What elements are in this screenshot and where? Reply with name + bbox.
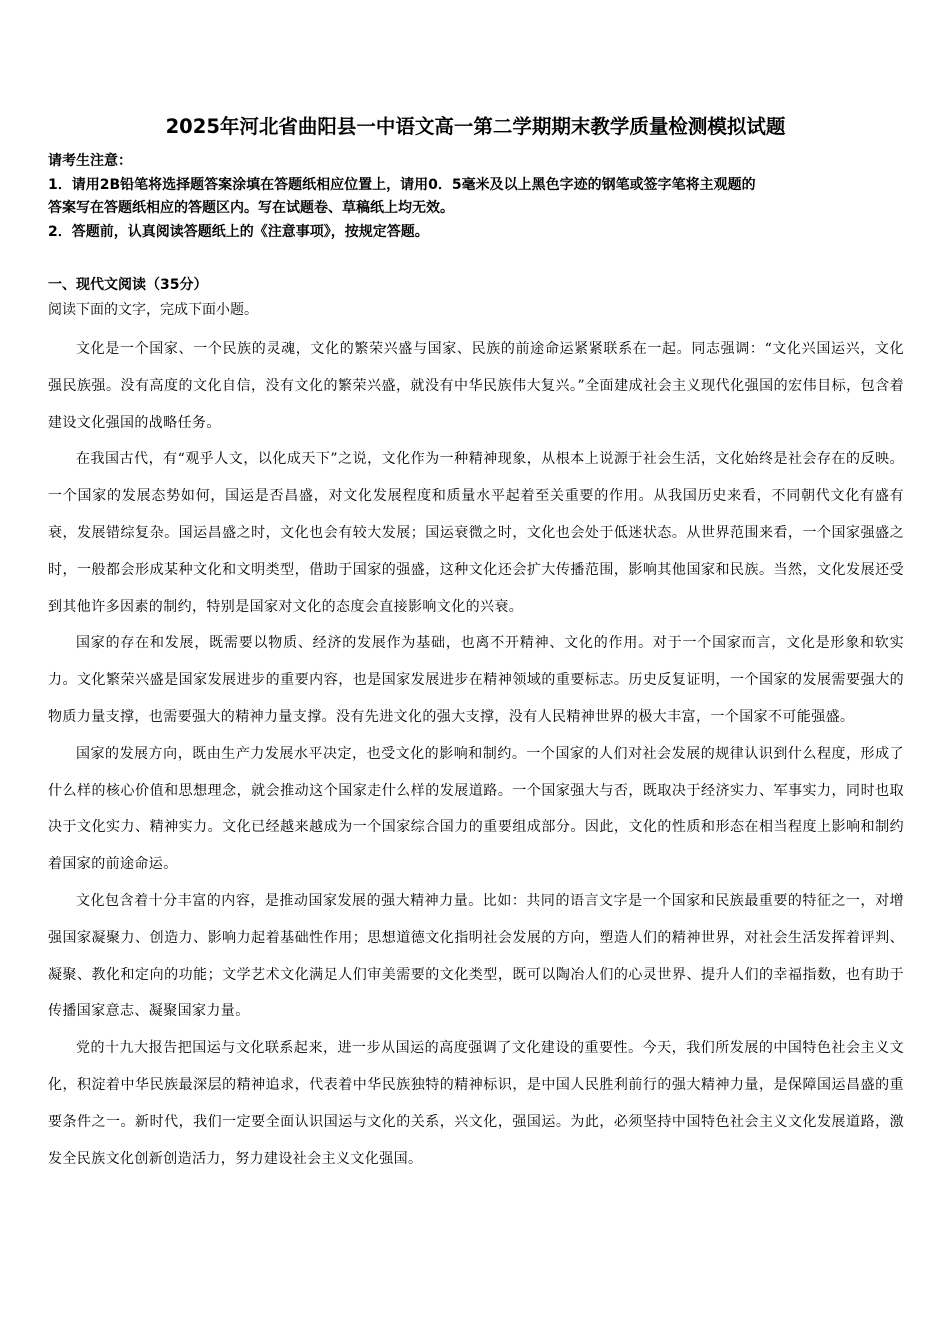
reading-passage	[48, 331, 904, 1177]
passage-paragraph: 国家的发展方向，既由生产力发展水平决定，也受文化的影响和制约。一个国家的人们对社会发展的规律认识到什么程度，形成了什么样的核心价值和思想理念，就会推动这个国家走什么样的发展道路。一个国家强大与否，既取决于经济实力、军事实力，同时也取决于文化实力、精神实力。文化已经越来越成为一个国家综合国力的重要组成部分。因此，文化的性质和形态在相当程度上影响和制约着国家的前途命运。	[48, 745, 904, 873]
notice-heading: 请考生注意：	[48, 153, 132, 169]
passage-paragraph: 文化包含着十分丰富的内容，是推动国家发展的强大精神力量。比如：共同的语言文字是一个国家和民族最重要的特征之一，对增强国家凝聚力、创造力、影响力起着基础性作用；思想道德文化指明社会发展的方向，塑造人们的精神世界，对社会生活发挥着评判、凝聚、教化和定向的功能；文学艺术文化满足人们审美需要的文化类型，既可以陶冶人们的心灵世界、提升人们的幸福指数，也有助于传播国家意志、凝聚国家力量。	[48, 892, 904, 1020]
page-title: 2025年河北省曲阳县一中语文高一第二学期期末教学质量检测模拟试题	[165, 115, 786, 138]
section-heading: 一、现代文阅读（35分）	[48, 277, 208, 293]
section-instruction: 阅读下面的文字，完成下面小题。	[48, 302, 258, 318]
notice-item: 2．答题前，认真阅读答题纸上的《注意事项》，按规定答题。	[48, 223, 429, 240]
passage-paragraph: 文化是一个国家、一个民族的灵魂，文化的繁荣兴盛与国家、民族的前途命运紧紧联系在一起。同志强调：“文化兴国运兴，文化强民族强。没有高度的文化自信，没有文化的繁荣兴盛，就没有中华民族伟大复兴。”全面建成社会主义现代化强国的宏伟目标，包含着建设文化强国的战略任务。	[48, 341, 904, 431]
passage-paragraph: 国家的存在和发展，既需要以物质、经济的发展作为基础，也离不开精神、文化的作用。对于一个国家而言，文化是形象和软实力。文化繁荣兴盛是国家发展进步的重要内容，也是国家发展进步在精神领域的重要标志。历史反复证明，一个国家的发展需要强大的物质力量支撑，也需要强大的精神力量支撑。没有先进文化的强大支撑，没有人民精神世界的极大丰富，一个国家不可能强盛。	[48, 635, 904, 725]
passage-paragraph: 在我国古代，有“观乎人文，以化成天下”之说，文化作为一种精神现象，从根本上说源于社会生活，文化始终是社会存在的反映。一个国家的发展态势如何，国运是否昌盛，对文化发展程度和质量水平起着至关重要的作用。从我国历史来看，不同朝代文化有盛有衰，发展错综复杂。国运昌盛之时，文化也会有较大发展；国运衰微之时，文化也会处于低迷状态。从世界范围来看，一个国家强盛之时，一般都会形成某种文化和文明类型，借助于国家的强盛，这种文化还会扩大传播范围，影响其他国家和民族。当然，文化发展还受到其他许多因素的制约，特别是国家对文化的态度会直接影响文化的兴衰。	[48, 451, 904, 615]
notice-item: 1．请用2B铅笔将选择题答案涂填在答题纸相应位置上，请用0．5毫米及以上黑色字迹的钢笔或签字笔将主观题的	[48, 176, 756, 193]
exam-notice	[48, 150, 908, 244]
notice-item: 答案写在答题纸相应的答题区内。写在试题卷、草稿纸上均无效。	[48, 200, 454, 216]
passage-paragraph: 党的十九大报告把国运与文化联系起来，进一步从国运的高度强调了文化建设的重要性。今天，我们所发展的中国特色社会主义文化，积淀着中华民族最深层的精神追求，代表着中华民族独特的精神标识，是中国人民胜利前行的强大精神力量，是保障国运昌盛的重要条件之一。新时代，我们一定要全面认识国运与文化的关系，兴文化，强国运。为此，必须坚持中国特色社会主义文化发展道路，激发全民族文化创新创造活力，努力建设社会主义文化强国。	[48, 1040, 904, 1167]
